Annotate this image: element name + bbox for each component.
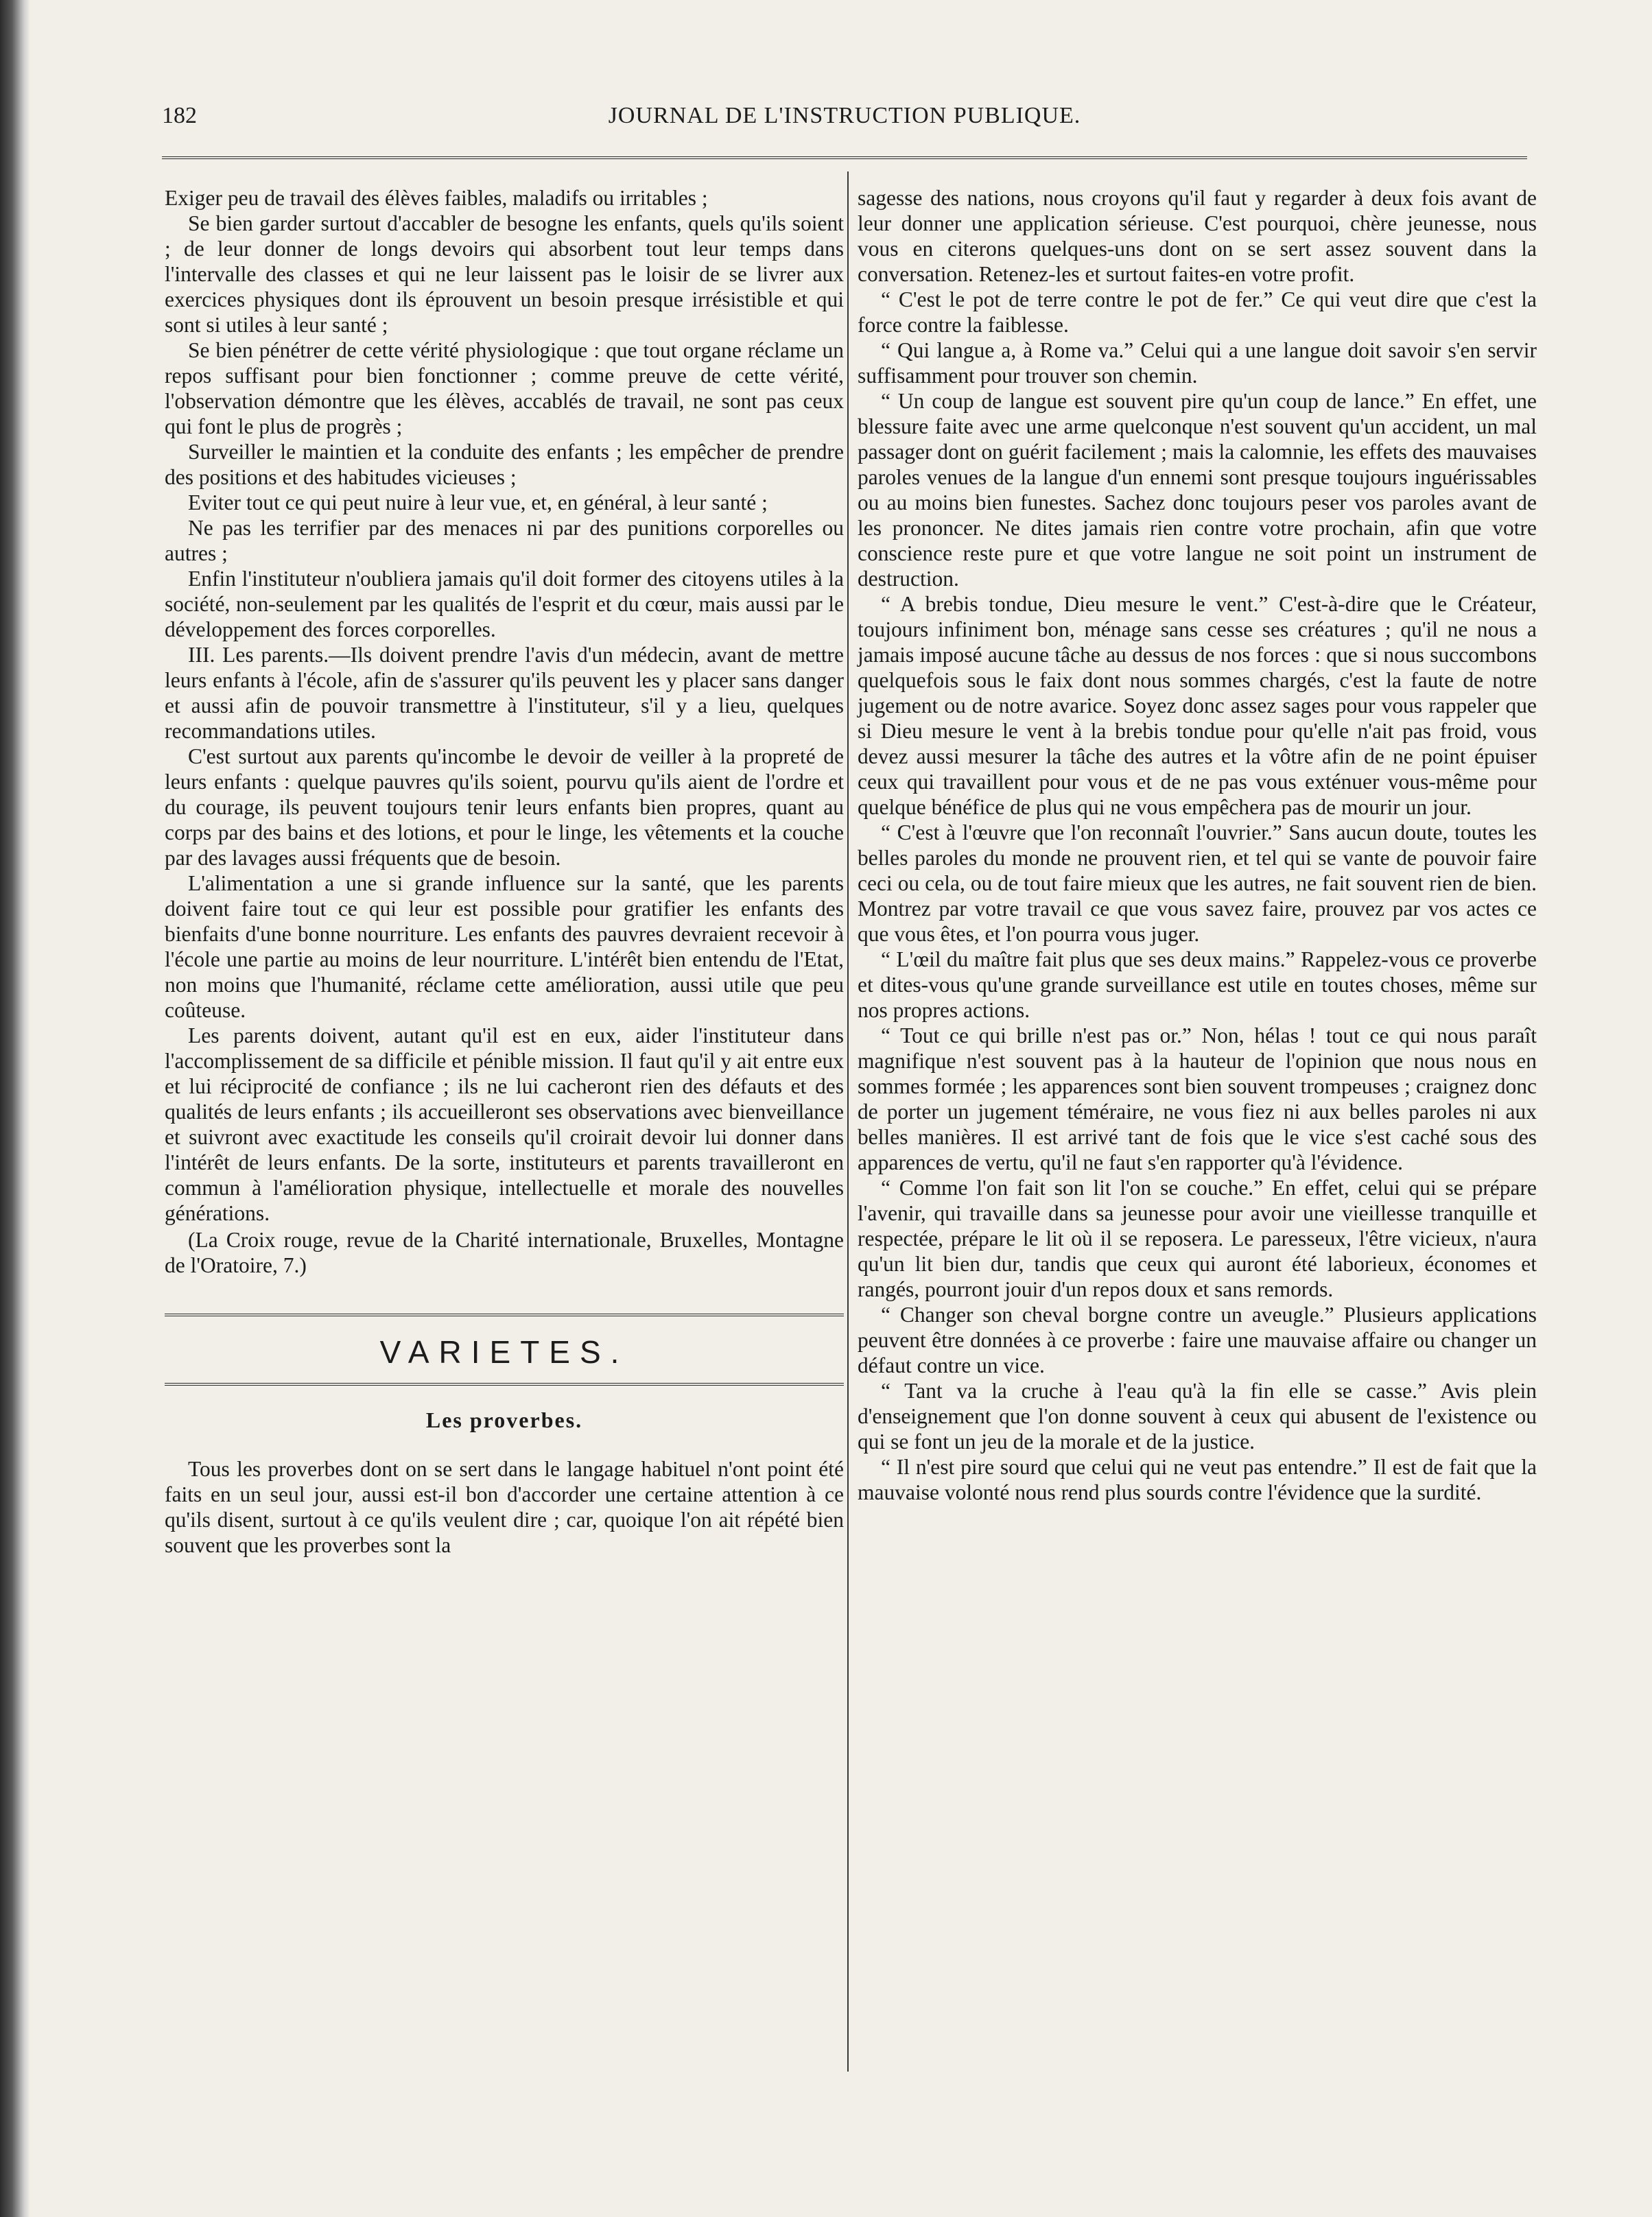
paragraph: L'alimentation a une si grande influence sur la santé, que les parents doivent faire tout ce qui leur est possible pour gratifier les enfants des bienfaits d'une bonne nourriture. Les enfants des pauvres devraient recevoir à l'école une partie au moins de leur nourriture. L'intérêt bien entendu de l'Etat, non moins que l'humanité, réclame cette amélioration, aussi utile que peu coûteuse. bbox=[165, 871, 844, 1022]
paragraph: “ Tout ce qui brille n'est pas or.” Non, hélas ! tout ce qui nous paraît magnifique n'est souvent pas à la hauteur de l'opinion que nous nous en sommes formée ; les apparences sont bien souvent trompeuses ; craignez donc de porter un jugement téméraire, ne vous fiez ni aux belles paroles ni aux belles manières. Il est arrivé tant de fois que le vice s'est caché sous des apparences de vertu, qu'il ne faut s'en rapporter qu'à l'évidence. bbox=[858, 1023, 1537, 1174]
paragraph: Les parents doivent, autant qu'il est en eux, aider l'instituteur dans l'accomplissement de sa difficile et pénible mission. Il faut qu'il y ait entre eux et lui réciprocité de confiance ; ils ne lui cacheront rien des défauts et des qualités de leurs enfants ; ils accueilleront ses observations avec bienveillance et suivront avec exactitude les conseils qu'il croirait devoir lui donner dans l'intérêt de leurs enfants. De la sorte, instituteurs et parents travailleront en commun à l'amélioration physique, intellectuelle et morale des nouvelles générations. bbox=[165, 1023, 844, 1225]
left-column bbox=[165, 185, 844, 1558]
section-heading: VARIETES. bbox=[379, 1334, 629, 1370]
paragraph: Se bien pénétrer de cette vérité physiologique : que tout organe réclame un repos suffisant pour bien fonctionner ; comme preuve de cette vérité, l'observation démontre que les élèves, accablés de travail, ne sont pas ceux qui font le plus de progrès ; bbox=[165, 338, 844, 438]
paragraph: Tous les proverbes dont on se sert dans le langage habituel n'ont point été faits en un seul jour, aussi est-il bon d'accorder une certaine attention à ce qu'ils disent, surtout à ce qu'ils veulent dire ; car, quoique l'on ait répété bien souvent que les proverbes sont la bbox=[165, 1457, 844, 1557]
section-rule bbox=[165, 1383, 844, 1390]
paragraph: “ C'est à l'œuvre que l'on reconnaît l'ouvrier.” Sans aucun doute, toutes les belles paroles du monde ne prouvent rien, et tel qui se vante de pouvoir faire ceci ou cela, ou de tout faire mieux que les autres, ne fait souvent rien de bien. Montrez par votre travail ce que vous savez faire, prouvez par vos actes ce que vous êtes, et l'on pourra vous juger. bbox=[858, 820, 1537, 946]
paragraph: “ L'œil du maître fait plus que ses deux mains.” Rappelez-vous ce proverbe et dites-vous qu'une grande surveillance est utile en toutes choses, même sur nos propres actions. bbox=[858, 947, 1537, 1022]
right-column bbox=[858, 185, 1537, 1505]
paragraph: “ Tant va la cruche à l'eau qu'à la fin elle se casse.” Avis plein d'enseignement que l'on donne souvent à ceux qui abusent de l'existence ou qui se font un jeu de la morale et de la justice. bbox=[858, 1379, 1537, 1454]
page-binding-shadow bbox=[0, 0, 30, 2217]
paragraph: “ Qui langue a, à Rome va.” Celui qui a une langue doit savoir s'en servir suffisamment pour trouver son chemin. bbox=[858, 338, 1537, 388]
paragraph: “ Il n'est pire sourd que celui qui ne veut pas entendre.” Il est de fait que la mauvaise volonté nous rend plus sourds contre l'évidence que la surdité. bbox=[858, 1455, 1537, 1504]
paragraph: “ Un coup de langue est souvent pire qu'un coup de lance.” En effet, une blessure faite avec une arme quelconque n'est souvent qu'un accident, un mal passager dont on guérit facilement ; mais la calomnie, les effets des mauvaises paroles venues de la langue d'un ennemi sont presque toujours inguérissables ou au moins bien funestes. Sachez donc toujours peser vos paroles avant de les prononcer. Ne dites jamais rien contre votre prochain, afin que votre conscience reste pure et que votre langue ne soit point un instrument de destruction. bbox=[858, 389, 1537, 591]
page-header bbox=[162, 103, 1527, 144]
paragraph: III. Les parents.—Ils doivent prendre l'avis d'un médecin, avant de mettre leurs enfants à l'école, afin de s'assurer qu'ils peuvent les y placer sans danger et aussi afin de pouvoir transmettre à l'instituteur, s'il y a lieu, quelques recommandations utiles. bbox=[165, 643, 844, 743]
paragraph: Exiger peu de travail des élèves faibles, maladifs ou irritables ; bbox=[165, 186, 708, 210]
running-title: JOURNAL DE L'INSTRUCTION PUBLIQUE. bbox=[608, 103, 1081, 128]
paragraph: Surveiller le maintien et la conduite des enfants ; les empêcher de prendre des positions et des habitudes vicieuses ; bbox=[165, 440, 844, 489]
paragraph: Se bien garder surtout d'accabler de besogne les enfants, quels qu'ils soient ; de leur donner de longs devoirs qui absorbent tout leur temps dans l'intervalle des classes et qui ne leur laissent pas le loisir de se livrer aux exercices physiques dont ils éprouvent un besoin presque irrésistible et qui sont si utiles à leur santé ; bbox=[165, 211, 844, 337]
page-number: 182 bbox=[162, 103, 197, 128]
article-heading: Les proverbes. bbox=[425, 1408, 583, 1432]
paragraph: Enfin l'instituteur n'oubliera jamais qu'il doit former des citoyens utiles à la société, non-seulement par les qualités de l'esprit et du cœur, mais aussi par le développement des forces corporelles. bbox=[165, 567, 844, 641]
section-rule bbox=[165, 1314, 844, 1320]
column-divider bbox=[847, 171, 849, 2072]
paragraph: “ Changer son cheval borgne contre un aveugle.” Plusieurs applications peuvent être données à ce proverbe : faire une mauvaise affaire ou changer un défaut contre un vice. bbox=[858, 1303, 1537, 1377]
paragraph: C'est surtout aux parents qu'incombe le devoir de veiller à la propreté de leurs enfants : quelque pauvres qu'ils soient, pourvu qu'ils aient de l'ordre et du courage, ils peuvent toujours tenir leurs enfants bien propres, quant au corps par des bains et des lotions, et pour le linge, les vêtements et la couche par des lavages aussi fréquents que de besoin. bbox=[165, 744, 844, 870]
paragraph: sagesse des nations, nous croyons qu'il faut y regarder à deux fois avant de leur donner une application sérieuse. C'est pourquoi, chère jeunesse, nous vous en citerons quelques-uns dont on se sert assez souvent dans la conversation. Retenez-les et surtout faites-en votre profit. bbox=[858, 186, 1537, 286]
paragraph: “ A brebis tondue, Dieu mesure le vent.” C'est-à-dire que le Créateur, toujours infiniment bon, ménage sans cesse ses créatures ; qu'il ne nous a jamais imposé aucune tâche au dessus de nos forces : que si nous succombons quelquefois sous le faix dont nous sommes chargés, c'est la faute de notre jugement ou de notre avarice. Soyez donc assez sages pour vous rappeler que si Dieu mesure le vent à la brebis tondue pour qu'elle n'ait pas froid, vous devez aussi mesurer la tâche des autres et la vôtre afin de ne point épuiser ceux qui travaillent pour vous et de ne pas vous exténuer vous-même pour quelque bénéfice de plus qui ne vous empêchera pas de mourir un jour. bbox=[858, 592, 1537, 819]
header-rule bbox=[162, 156, 1527, 163]
paragraph: “ C'est le pot de terre contre le pot de fer.” Ce qui veut dire que c'est la force contre la faiblesse. bbox=[858, 287, 1537, 337]
paragraph: Ne pas les terrifier par des menaces ni par des punitions corporelles ou autres ; bbox=[165, 516, 844, 565]
source-citation: (La Croix rouge, revue de la Charité internationale, Bruxelles, Montagne de l'Oratoire, 7.) bbox=[165, 1228, 844, 1277]
paragraph: Eviter tout ce qui peut nuire à leur vue, et, en général, à leur santé ; bbox=[188, 490, 768, 514]
paragraph: “ Comme l'on fait son lit l'on se couche.” En effet, celui qui se prépare l'avenir, qui travaille dans sa jeunesse pour avoir une vieillesse tranquille et respectée, prépare le lit où il se reposera. Le paresseux, l'être vicieux, n'aura qu'un lit bien dur, tandis que ceux qui auront été laborieux, économes et rangés, pourront jouir d'un repos doux et sans remords. bbox=[858, 1176, 1537, 1301]
